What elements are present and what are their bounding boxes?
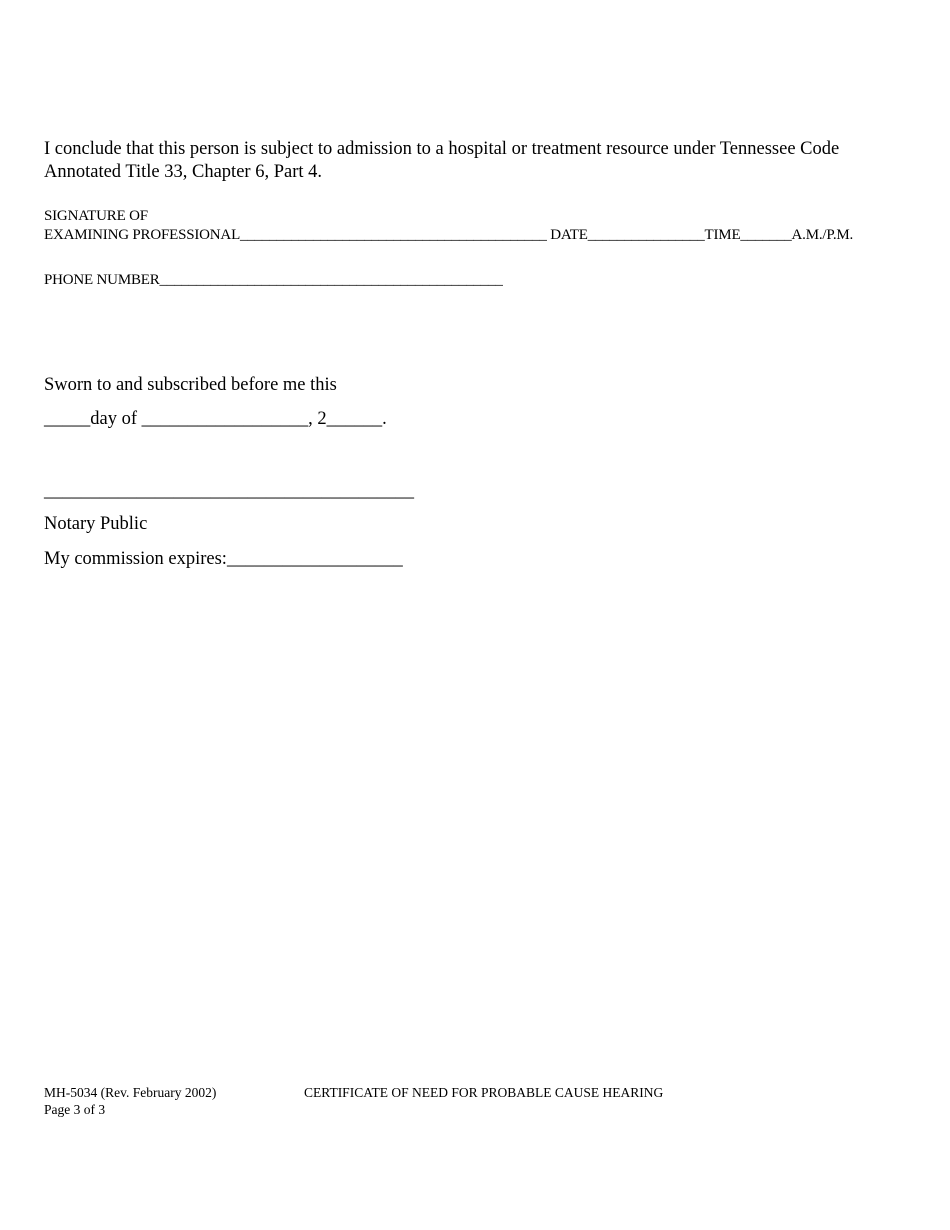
commission-row bbox=[44, 549, 403, 570]
form-title: CERTIFICATE OF NEED FOR PROBABLE CAUSE HEARING bbox=[304, 1085, 664, 1100]
signature-label-line2: EXAMINING PROFESSIONAL bbox=[44, 227, 241, 243]
month-field[interactable]: __________________ bbox=[141, 409, 309, 429]
phone-label: PHONE NUMBER bbox=[44, 272, 160, 288]
conclusion-statement: I conclude that this person is subject to admission to a hospital or treatment resource under Tennessee Code Annotated Title 33, Chapter 6, Part 4. bbox=[44, 139, 840, 182]
page-number: Page 3 of 3 bbox=[44, 1102, 106, 1117]
period: . bbox=[382, 409, 387, 429]
date-field[interactable]: ________________ bbox=[587, 227, 705, 243]
ampm-label: A.M./P.M. bbox=[791, 227, 854, 243]
signature-field[interactable]: __________________________________________ bbox=[240, 227, 547, 243]
day-of-label: day of bbox=[90, 409, 142, 429]
signature-row bbox=[44, 227, 853, 244]
year-prefix: , 2 bbox=[308, 409, 327, 429]
year-field[interactable]: ______ bbox=[326, 409, 383, 429]
phone-field[interactable]: _______________________________________________ bbox=[159, 272, 503, 288]
form-id: MH-5034 (Rev. February 2002) bbox=[44, 1085, 217, 1100]
date-label: DATE bbox=[550, 227, 588, 243]
notary-public-label: Notary Public bbox=[44, 514, 148, 534]
notary-signature-field[interactable]: ________________________________________ bbox=[44, 481, 414, 501]
commission-label: My commission expires: bbox=[44, 549, 227, 569]
sworn-line: Sworn to and subscribed before me this bbox=[44, 375, 337, 395]
phone-row bbox=[44, 272, 503, 289]
time-label: TIME bbox=[704, 227, 741, 243]
sworn-date-row bbox=[44, 409, 387, 430]
signature-label-line1: SIGNATURE OF bbox=[44, 208, 148, 224]
time-field[interactable]: _______ bbox=[740, 227, 792, 243]
day-field[interactable]: _____ bbox=[44, 409, 91, 429]
commission-field[interactable]: ___________________ bbox=[226, 549, 403, 569]
